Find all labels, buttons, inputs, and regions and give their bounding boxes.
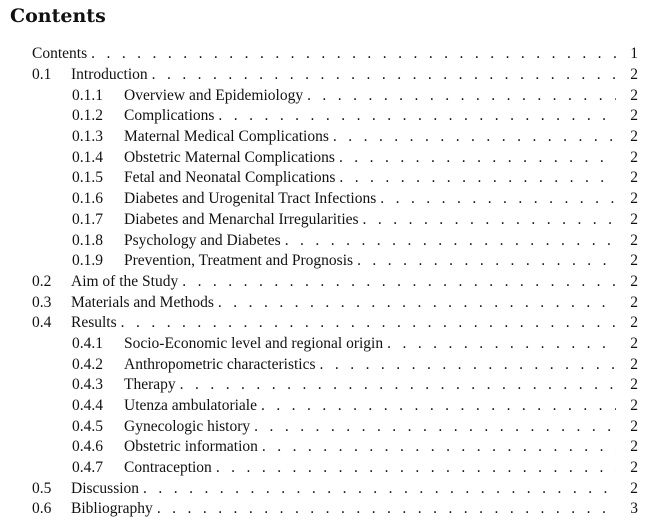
toc-entry-title: Results — [71, 314, 121, 332]
toc-entry-results[interactable] — [32, 313, 638, 334]
toc-dot-leader — [339, 168, 616, 188]
toc-entry-obstetric-maternal[interactable] — [32, 147, 638, 168]
toc-dot-leader — [152, 65, 616, 85]
toc-entry-page: 2 — [616, 335, 638, 353]
toc-entry-psychology-diabetes[interactable] — [32, 230, 638, 251]
toc-entry-page: 2 — [616, 149, 638, 167]
toc-entry-title: Psychology and Diabetes — [124, 232, 285, 250]
toc-entry-page: 2 — [616, 169, 638, 187]
toc-entry-page: 2 — [616, 356, 638, 374]
toc-entry-page: 2 — [616, 438, 638, 456]
toc-entry-maternal-medical[interactable] — [32, 127, 638, 148]
toc-entry-number: 0.1.2 — [72, 107, 103, 125]
toc-dot-leader — [254, 417, 616, 437]
toc-entry-number: 0.4.6 — [72, 438, 103, 456]
toc-entry-title: Introduction — [71, 66, 152, 84]
toc-entry-utenza-ambulatoriale[interactable] — [32, 396, 638, 417]
toc-entry-page: 2 — [616, 314, 638, 332]
toc-entry-number: 0.4.3 — [72, 376, 103, 394]
toc-entry-number: 0.3 — [32, 293, 52, 311]
toc-entry-title: Overview and Epidemiology — [124, 87, 307, 105]
toc-entry-page: 2 — [616, 66, 638, 84]
toc-entry-page: 3 — [616, 500, 638, 518]
toc-entry-number: 0.4.1 — [72, 334, 103, 352]
toc-entry-title: Utenza ambulatoriale — [124, 397, 261, 415]
toc-entry-page: 2 — [616, 190, 638, 208]
toc-entry-title: Discussion — [71, 480, 143, 498]
toc-entry-contents[interactable] — [32, 44, 638, 65]
toc-entry-number: 0.4.5 — [72, 417, 103, 435]
toc-dot-leader — [320, 355, 616, 375]
toc-entry-title: Therapy — [124, 376, 180, 394]
toc-dot-leader — [363, 210, 616, 230]
toc-entry-title: Diabetes and Urogenital Tract Infections — [124, 190, 380, 208]
toc-entry-number: 0.1.5 — [72, 169, 103, 187]
toc-entry-number: 0.1 — [32, 66, 52, 84]
toc-entry-number: 0.5 — [32, 479, 52, 497]
toc-entry-page: 2 — [616, 294, 638, 312]
toc-entry-discussion[interactable] — [32, 478, 638, 499]
toc-dot-leader — [121, 313, 616, 333]
toc-entry-title: Fetal and Neonatal Complications — [124, 169, 339, 187]
toc-entry-page: 2 — [616, 273, 638, 291]
toc-entry-page: 2 — [616, 211, 638, 229]
toc-entry-gynecologic-history[interactable] — [32, 416, 638, 437]
toc-entry-title: Obstetric information — [124, 438, 262, 456]
toc-entry-number: 0.4.2 — [72, 355, 103, 373]
toc-entry-title: Socio-Economic level and regional origin — [124, 335, 387, 353]
toc-entry-aim-of-study[interactable] — [32, 272, 638, 293]
toc-dot-leader — [339, 148, 616, 168]
toc-entry-page: 2 — [616, 459, 638, 477]
toc-dot-leader — [91, 44, 616, 64]
toc-entry-number: 0.4.7 — [72, 459, 103, 477]
toc-entry-bibliography[interactable] — [32, 499, 638, 520]
toc-entry-number: 0.1.9 — [72, 252, 103, 270]
toc-entry-title: Materials and Methods — [71, 294, 218, 312]
toc-entry-overview-epidemiology[interactable] — [32, 85, 638, 106]
toc-entry-number: 0.2 — [32, 272, 52, 290]
toc-entry-number: 0.1.7 — [72, 210, 103, 228]
toc-entry-number: 0.6 — [32, 500, 52, 518]
toc-entry-prevention-treatment[interactable] — [32, 251, 638, 272]
toc-entry-title: Maternal Medical Complications — [124, 128, 333, 146]
toc-entry-number: 0.4 — [32, 314, 52, 332]
toc-dot-leader — [262, 437, 616, 457]
toc-entry-title: Diabetes and Menarchal Irregularities — [124, 211, 363, 229]
toc-entry-page: 2 — [616, 87, 638, 105]
toc-dot-leader — [157, 499, 616, 519]
toc-dot-leader — [261, 396, 616, 416]
toc-entry-anthropometric[interactable] — [32, 354, 638, 375]
toc-entry-number: 0.1.1 — [72, 86, 103, 104]
toc-entry-page: 2 — [616, 107, 638, 125]
toc-entry-socio-economic[interactable] — [32, 334, 638, 355]
toc-dot-leader — [180, 375, 616, 395]
toc-entry-obstetric-information[interactable] — [32, 437, 638, 458]
toc-entry-number: 0.1.4 — [72, 148, 103, 166]
toc-dot-leader — [333, 127, 616, 147]
toc-entry-title: Complications — [124, 107, 218, 125]
toc-entry-page: 2 — [616, 376, 638, 394]
toc-entry-title: Aim of the Study — [71, 273, 182, 291]
toc-entry-title: Obstetric Maternal Complications — [124, 149, 339, 167]
toc-dot-leader — [216, 458, 616, 478]
toc-dot-leader — [357, 251, 616, 271]
toc-entry-page: 2 — [616, 480, 638, 498]
toc-entry-page: 2 — [616, 128, 638, 146]
toc-entry-page: 2 — [616, 418, 638, 436]
toc-entry-title: Contraception — [124, 459, 216, 477]
toc-entry-title: Gynecologic history — [124, 418, 254, 436]
toc-heading: Contents — [10, 5, 106, 27]
toc-entry-fetal-neonatal[interactable] — [32, 168, 638, 189]
table-of-contents — [32, 44, 638, 520]
toc-entry-number: 0.4.4 — [72, 397, 103, 415]
toc-entry-number: 0.1.6 — [72, 190, 103, 208]
toc-entry-number: 0.1.8 — [72, 231, 103, 249]
toc-dot-leader — [307, 86, 616, 106]
toc-entry-page: 2 — [616, 397, 638, 415]
toc-dot-leader — [218, 293, 616, 313]
toc-entry-title: Bibliography — [71, 500, 157, 518]
toc-dot-leader — [285, 231, 616, 251]
toc-entry-urogenital-infections[interactable] — [32, 189, 638, 210]
toc-dot-leader — [182, 272, 616, 292]
toc-dot-leader — [387, 334, 616, 354]
toc-entry-introduction[interactable] — [32, 65, 638, 86]
toc-entry-page: 2 — [616, 252, 638, 270]
toc-entry-complications[interactable] — [32, 106, 638, 127]
toc-entry-materials-methods[interactable] — [32, 292, 638, 313]
toc-entry-menarchal-irregularities[interactable] — [32, 210, 638, 231]
toc-entry-page: 1 — [616, 45, 638, 63]
toc-entry-therapy[interactable] — [32, 375, 638, 396]
toc-entry-title: Anthropometric characteristics — [124, 356, 320, 374]
toc-dot-leader — [218, 106, 616, 126]
toc-dot-leader — [143, 479, 616, 499]
toc-entry-contraception[interactable] — [32, 458, 638, 479]
toc-entry-number: 0.1.3 — [72, 128, 103, 146]
toc-entry-title: Contents — [32, 45, 91, 63]
toc-entry-title: Prevention, Treatment and Prognosis — [124, 252, 357, 270]
toc-dot-leader — [380, 189, 616, 209]
toc-entry-page: 2 — [616, 232, 638, 250]
